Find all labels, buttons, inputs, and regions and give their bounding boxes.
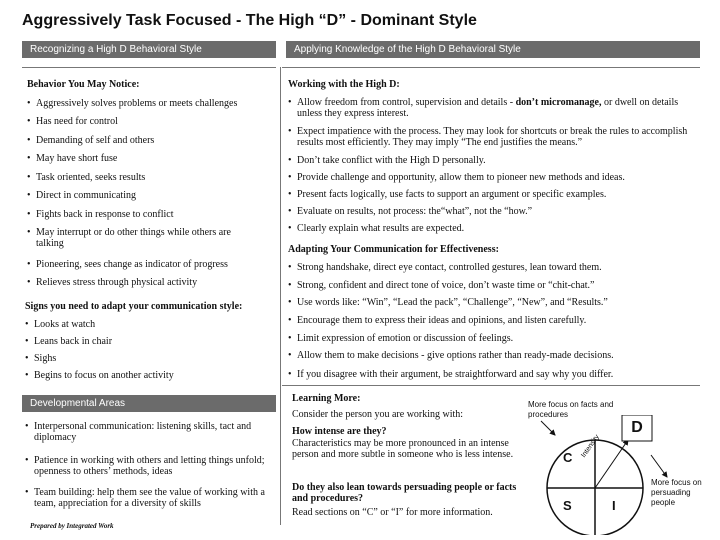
section-header-developmental: Developmental Areas: [22, 395, 276, 412]
quadrant-d: D: [631, 419, 643, 436]
label-intensity: Intensity: [580, 433, 601, 459]
dev-item: • Interpersonal communication: listening skills, tact and diplomacy: [25, 421, 265, 443]
adapt-item: • Encourage them to express their ideas and opinions, and listen carefully.: [288, 315, 693, 326]
section-header-applying: Applying Knowledge of the High D Behavioral Style: [286, 41, 700, 58]
sign-item: • Begins to focus on another activity: [25, 370, 275, 381]
working-item: • Evaluate on results, not process: the“what”, not the “how.”: [288, 206, 693, 217]
working-item: • Provide challenge and opportunity, allow them to pioneer new methods and ideas.: [288, 172, 693, 183]
sign-item: • Looks at watch: [25, 319, 275, 330]
quadrant-c: C: [563, 450, 573, 465]
column-divider: [280, 67, 281, 525]
adapt-item: • Allow them to make decisions - give options rather than ready-made decisions.: [288, 350, 693, 361]
dev-item: • Team building: help them see the value of working with a team, appreciation for a diversity of skills: [25, 487, 265, 509]
behavior-item: • Task oriented, seeks results: [27, 172, 277, 183]
label-persuading-people: More focus on persuading people: [651, 478, 702, 507]
divider: [22, 67, 276, 68]
section-header-recognizing: Recognizing a High D Behavioral Style: [22, 41, 276, 58]
dev-item: • Patience in working with others and letting things unfold; openness to others’ methods, ideas: [25, 455, 265, 477]
learning-answer: Read sections on “C” or “I” for more information.: [292, 507, 493, 518]
working-item: • Clearly explain what results are expected.: [288, 223, 693, 234]
quadrant-i: I: [612, 498, 616, 513]
adapt-item: • Strong, confident and direct tone of voice, don’t waste time or “chit-chat.”: [288, 280, 693, 291]
adapt-item: • Limit expression of emotion or discussion of feelings.: [288, 333, 693, 344]
behavior-item: • Demanding of self and others: [27, 135, 277, 146]
working-item: • Expect impatience with the process. They may look for shortcuts or break the rules to accomplish results most efficiently. They may imply “The end justifies the means.”: [288, 126, 693, 148]
working-item: • Present facts logically, use facts to support an argument or specific examples.: [288, 189, 693, 200]
page-title: Aggressively Task Focused - The High “D” - Dominant Style: [22, 12, 477, 29]
sign-item: • Sighs: [25, 353, 275, 364]
adapt-title: Adapting Your Communication for Effectiveness:: [288, 244, 499, 255]
behavior-item: • Direct in communicating: [27, 190, 277, 201]
learning-answer: Characteristics may be more pronounced in an intense person and more subtle in someone who is less intense.: [292, 438, 514, 460]
divider: [282, 67, 700, 68]
people-arrow: [651, 455, 667, 477]
label-facts-procedures: More focus on facts and procedures: [528, 400, 614, 419]
sign-item: • Leans back in chair: [25, 336, 275, 347]
behavior-item: • May have short fuse: [27, 153, 277, 164]
working-title: Working with the High D:: [288, 79, 400, 90]
learning-intro: Consider the person you are working with:: [292, 409, 464, 420]
behavior-item: • Fights back in response to conflict: [27, 209, 277, 220]
intensity-arrow: [595, 440, 628, 488]
behavior-item: • Aggressively solves problems or meets challenges: [27, 98, 277, 109]
behavior-item: • Pioneering, sees change as indicator of progress: [27, 259, 277, 270]
divider: [282, 385, 700, 386]
behavior-item: • Relieves stress through physical activity: [27, 277, 277, 288]
learning-title: Learning More:: [292, 393, 361, 404]
quadrant-s: S: [563, 498, 572, 513]
adapt-item: • If you disagree with their argument, be straightforward and say why you differ.: [288, 369, 693, 380]
behavior-notice-title: Behavior You May Notice:: [27, 79, 140, 90]
behavior-item: • Has need for control: [27, 116, 277, 127]
adapt-item: • Use words like: “Win”, “Lead the pack”, “Challenge”, “New”, and “Results.”: [288, 297, 693, 308]
behavior-item: • May interrupt or do other things while others are talking: [27, 227, 259, 249]
facts-arrow: [541, 421, 555, 435]
learning-question: How intense are they?: [292, 426, 387, 437]
working-item: • Don’t take conflict with the High D personally.: [288, 155, 693, 166]
adapt-item: • Strong handshake, direct eye contact, controlled gestures, lean toward them.: [288, 262, 693, 273]
working-item: • Allow freedom from control, supervision and details - don’t micromanage, or dwell on details unless they express interest.: [288, 97, 693, 119]
learning-question: Do they also lean towards persuading people or facts and procedures?: [292, 482, 517, 504]
signs-title: Signs you need to adapt your communication style:: [25, 301, 243, 312]
footer-credit: Prepared by Integrated Work: [30, 522, 114, 530]
